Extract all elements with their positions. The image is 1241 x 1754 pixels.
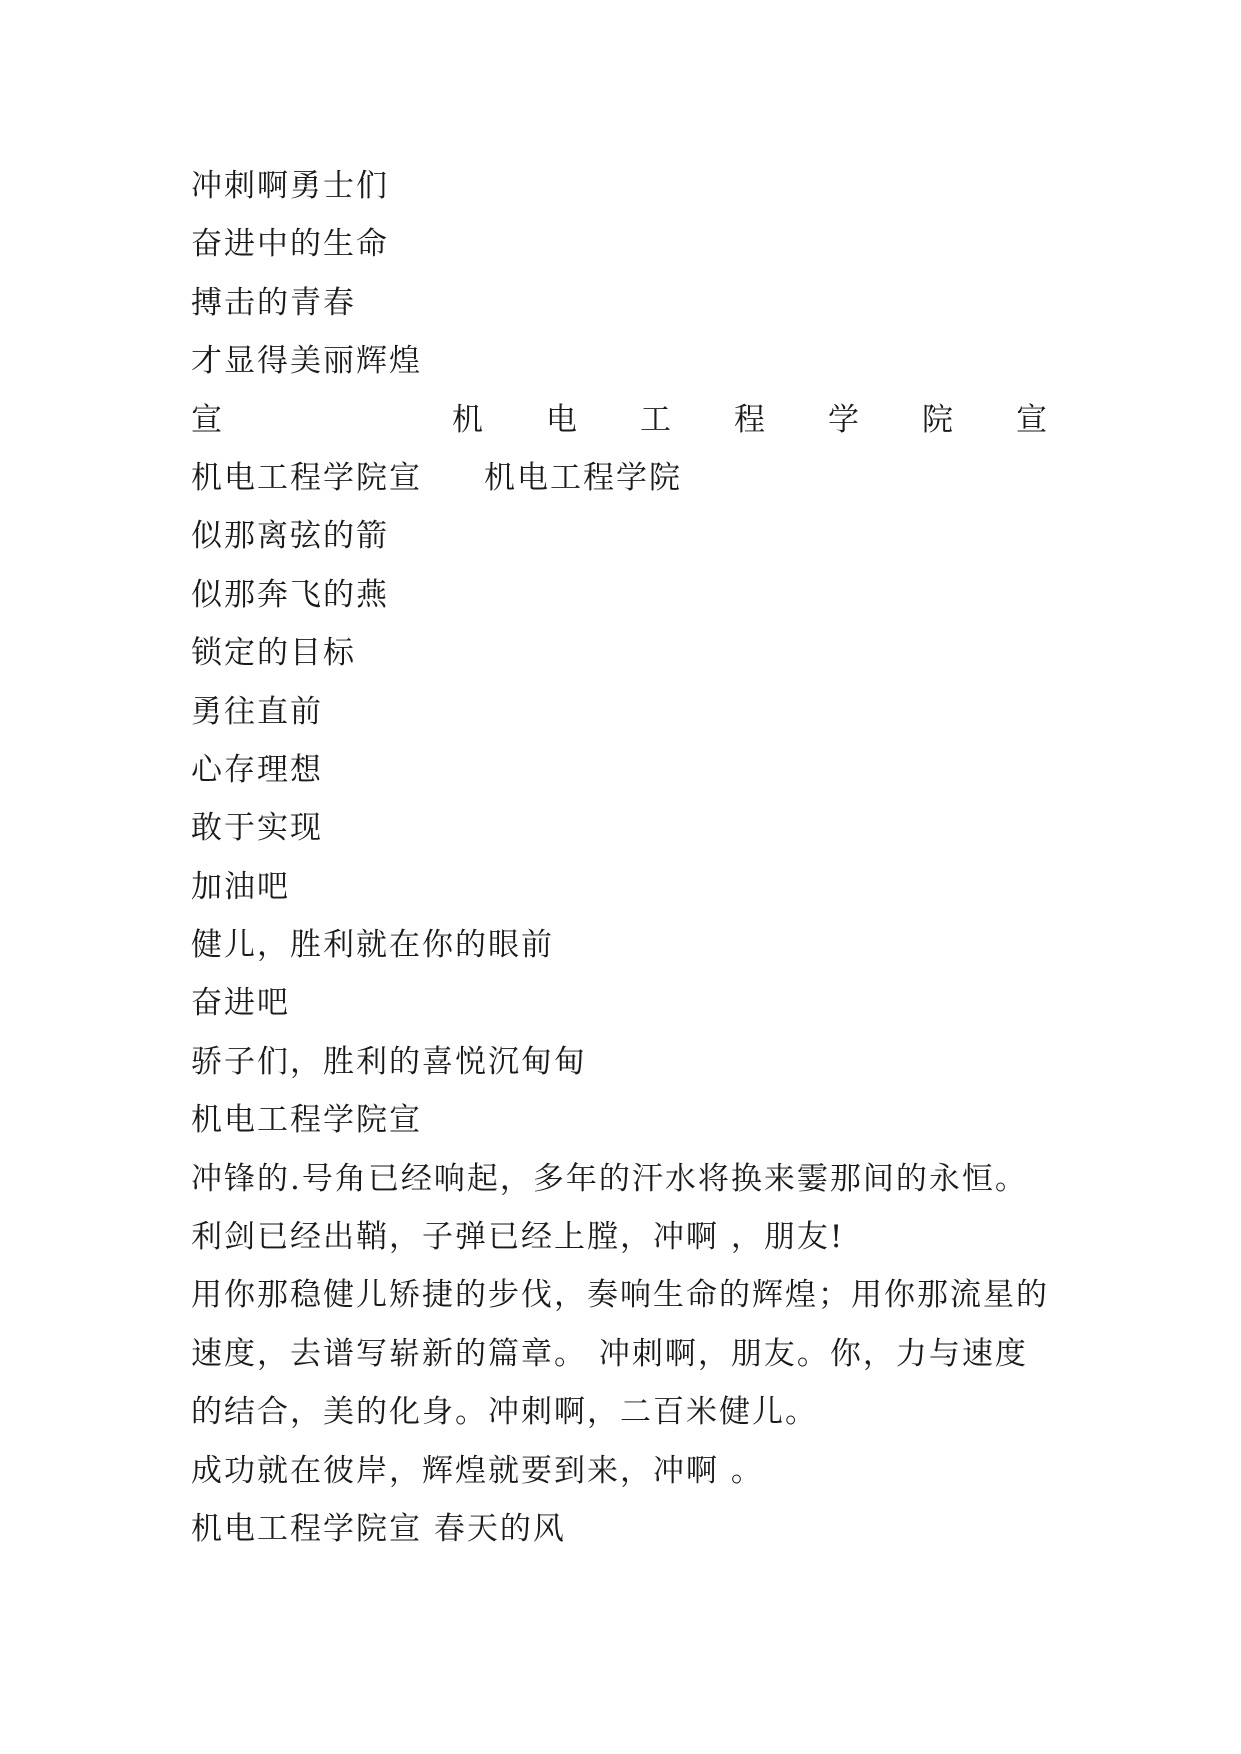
text-segment: 机电工程学院 bbox=[484, 459, 682, 496]
spread-char: 学 bbox=[828, 401, 861, 438]
text-line: 勇往直前 bbox=[191, 693, 323, 730]
text-line: 用你那稳健儿矫捷的步伐，奏响生命的辉煌；用你那流星的 bbox=[191, 1277, 1049, 1314]
text-line: 加油吧 bbox=[191, 868, 290, 905]
spread-char: 宣 bbox=[1016, 401, 1049, 438]
text-line: 冲刺啊勇士们 bbox=[191, 168, 389, 204]
spread-char: 电 bbox=[546, 401, 579, 438]
document-body bbox=[191, 157, 1061, 1558]
text-line: 健儿，胜利就在你的眼前 bbox=[191, 927, 554, 964]
spread-char: 程 bbox=[734, 401, 767, 438]
text-line: 搏击的青春 bbox=[191, 284, 356, 321]
text-line: 利剑已经出鞘，子弹已经上膛，冲啊 ，朋友! bbox=[191, 1219, 845, 1256]
text-line: 奋进中的生命 bbox=[191, 226, 389, 263]
text-segment: 机电工程学院宣 bbox=[191, 459, 422, 496]
text-line: 冲锋的.号角已经响起，多年的汗水将换来霎那间的永恒。 bbox=[191, 1160, 1028, 1197]
spread-char: 机 bbox=[452, 401, 485, 438]
text-line: 机电工程学院宣 春天的风 bbox=[191, 1510, 566, 1547]
text-line: 成功就在彼岸，辉煌就要到来，冲啊 。 bbox=[191, 1452, 764, 1489]
text-line: 才显得美丽辉煌 bbox=[191, 343, 422, 380]
spread-text-line bbox=[191, 391, 1049, 449]
text-line: 速度，去谱写崭新的篇章。 冲刺啊，朋友。你，力与速度 bbox=[191, 1335, 1028, 1372]
spread-char: 工 bbox=[640, 401, 673, 438]
text-line: 似那离弦的箭 bbox=[191, 518, 389, 555]
text-line: 奋进吧 bbox=[191, 985, 290, 1022]
text-line bbox=[191, 449, 1061, 507]
text-line: 似那奔飞的燕 bbox=[191, 576, 389, 613]
text-line: 心存理想 bbox=[191, 751, 323, 788]
text-line: 的结合，美的化身。冲刺啊，二百米健儿。 bbox=[191, 1394, 818, 1431]
spread-char: 宣 bbox=[191, 401, 224, 438]
text-line: 敢于实现 bbox=[191, 810, 323, 847]
text-line: 骄子们，胜利的喜悦沉甸甸 bbox=[191, 1043, 587, 1080]
text-line: 机电工程学院宣 bbox=[191, 1102, 422, 1139]
text-line: 锁定的目标 bbox=[191, 635, 356, 672]
spread-char: 院 bbox=[922, 401, 955, 438]
